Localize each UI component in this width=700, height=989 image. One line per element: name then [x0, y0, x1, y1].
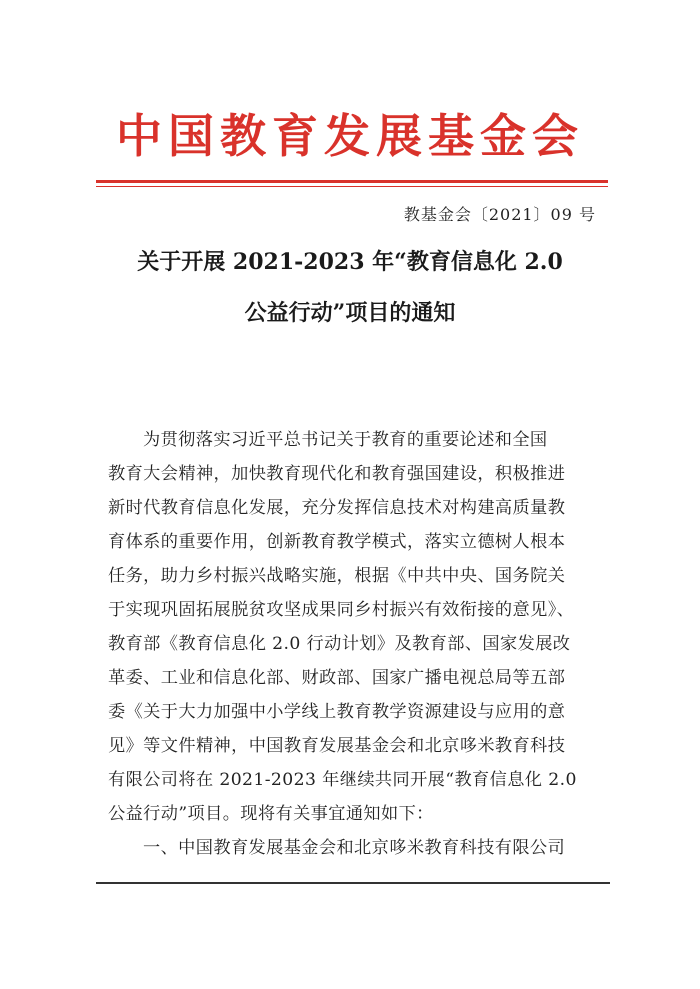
body-line: 任务，助力乡村振兴战略实施，根据《中共中央、国务院关 [108, 566, 566, 586]
red-divider-thick [96, 180, 608, 183]
bottom-divider [96, 882, 610, 884]
body-line: 为贯彻落实习近平总书记关于教育的重要论述和全国 [143, 430, 548, 450]
body-line: 新时代教育信息化发展，充分发挥信息技术对构建高质量教 [108, 498, 566, 518]
body-line: 教育部《教育信息化 2.0 行动计划》及教育部、国家发展改 [108, 634, 571, 654]
body-line: 教育大会精神，加快教育现代化和教育强国建设，积极推进 [108, 464, 566, 484]
notice-title-line-1: 关于开展 2021-2023 年“教育信息化 2.0 [137, 249, 563, 275]
body-line: 有限公司将在 2021-2023 年继续共同开展“教育信息化 2.0 [108, 770, 577, 790]
body-line: 委《关于大力加强中小学线上教育教学资源建设与应用的意 [108, 702, 566, 722]
body-line: 见》等文件精神，中国教育发展基金会和北京哆米教育科技 [108, 736, 566, 756]
body-line: 于实现巩固拓展脱贫攻坚成果同乡村振兴有效衔接的意见》、 [108, 600, 575, 620]
document-number: 教基金会〔2021〕09 号 [403, 205, 596, 224]
body-line: 公益行动”项目。现将有关事宜通知如下： [108, 804, 434, 824]
body-line: 一、中国教育发展基金会和北京哆米教育科技有限公司 [143, 838, 566, 858]
body-line: 革委、工业和信息化部、财政部、国家广播电视总局等五部 [108, 668, 566, 688]
red-divider-thin [96, 186, 608, 187]
body-line: 育体系的重要作用，创新教育教学模式，落实立德树人根本 [108, 532, 566, 552]
org-name-heading: 中国教育发展基金会 [116, 109, 584, 163]
notice-title-line-2: 公益行动”项目的通知 [244, 300, 456, 326]
